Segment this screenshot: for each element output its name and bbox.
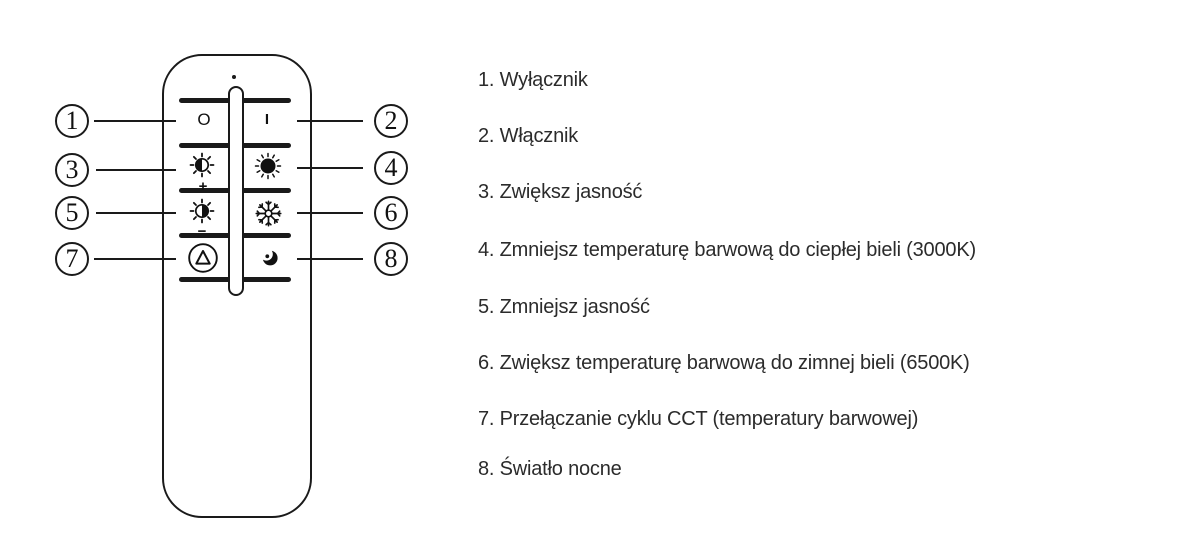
warm-white-sun-icon	[254, 152, 282, 180]
callout-6: 6	[374, 196, 408, 230]
legend-item: 2. Włącznik	[478, 125, 579, 147]
callout-line-8	[297, 258, 363, 260]
legend-item: 3. Zwiększ jasność	[478, 181, 643, 203]
callout-line-7	[94, 258, 176, 260]
callout-5: 5	[55, 196, 89, 230]
legend-item: 4. Zmniejsz temperaturę barwową do ciepłej bieli (3000K)	[478, 239, 976, 261]
callout-8: 8	[374, 242, 408, 276]
center-ridge	[228, 86, 244, 296]
legend-item: 1. Wyłącznik	[478, 69, 588, 91]
plus-label: +	[198, 178, 208, 195]
callout-4: 4	[374, 151, 408, 185]
callout-1: 1	[55, 104, 89, 138]
minus-label: −	[197, 223, 207, 240]
indicator-dot	[232, 75, 236, 79]
cct-cycle-icon	[187, 242, 219, 274]
callout-line-1	[94, 120, 176, 122]
brightness-up-sun-icon	[189, 152, 215, 178]
brightness-down-sun-icon	[189, 198, 215, 224]
legend-item: 5. Zmniejsz jasność	[478, 296, 650, 318]
legend-item: 8. Światło nocne	[478, 458, 622, 480]
callout-line-3	[96, 169, 176, 171]
callout-line-6	[297, 212, 363, 214]
power-on-icon: I	[264, 111, 270, 128]
callout-3: 3	[55, 153, 89, 187]
cool-white-snowflake-icon	[254, 199, 283, 228]
power-off-icon: O	[197, 110, 211, 129]
legend-item: 7. Przełączanie cyklu CCT (temperatury barwowej)	[478, 408, 919, 430]
callout-line-2	[297, 120, 363, 122]
callout-line-4	[297, 167, 363, 169]
callout-2: 2	[374, 104, 408, 138]
night-light-moon-icon	[259, 247, 279, 267]
callout-7: 7	[55, 242, 89, 276]
callout-line-5	[96, 212, 176, 214]
legend-item: 6. Zwiększ temperaturę barwową do zimnej bieli (6500K)	[478, 352, 970, 374]
